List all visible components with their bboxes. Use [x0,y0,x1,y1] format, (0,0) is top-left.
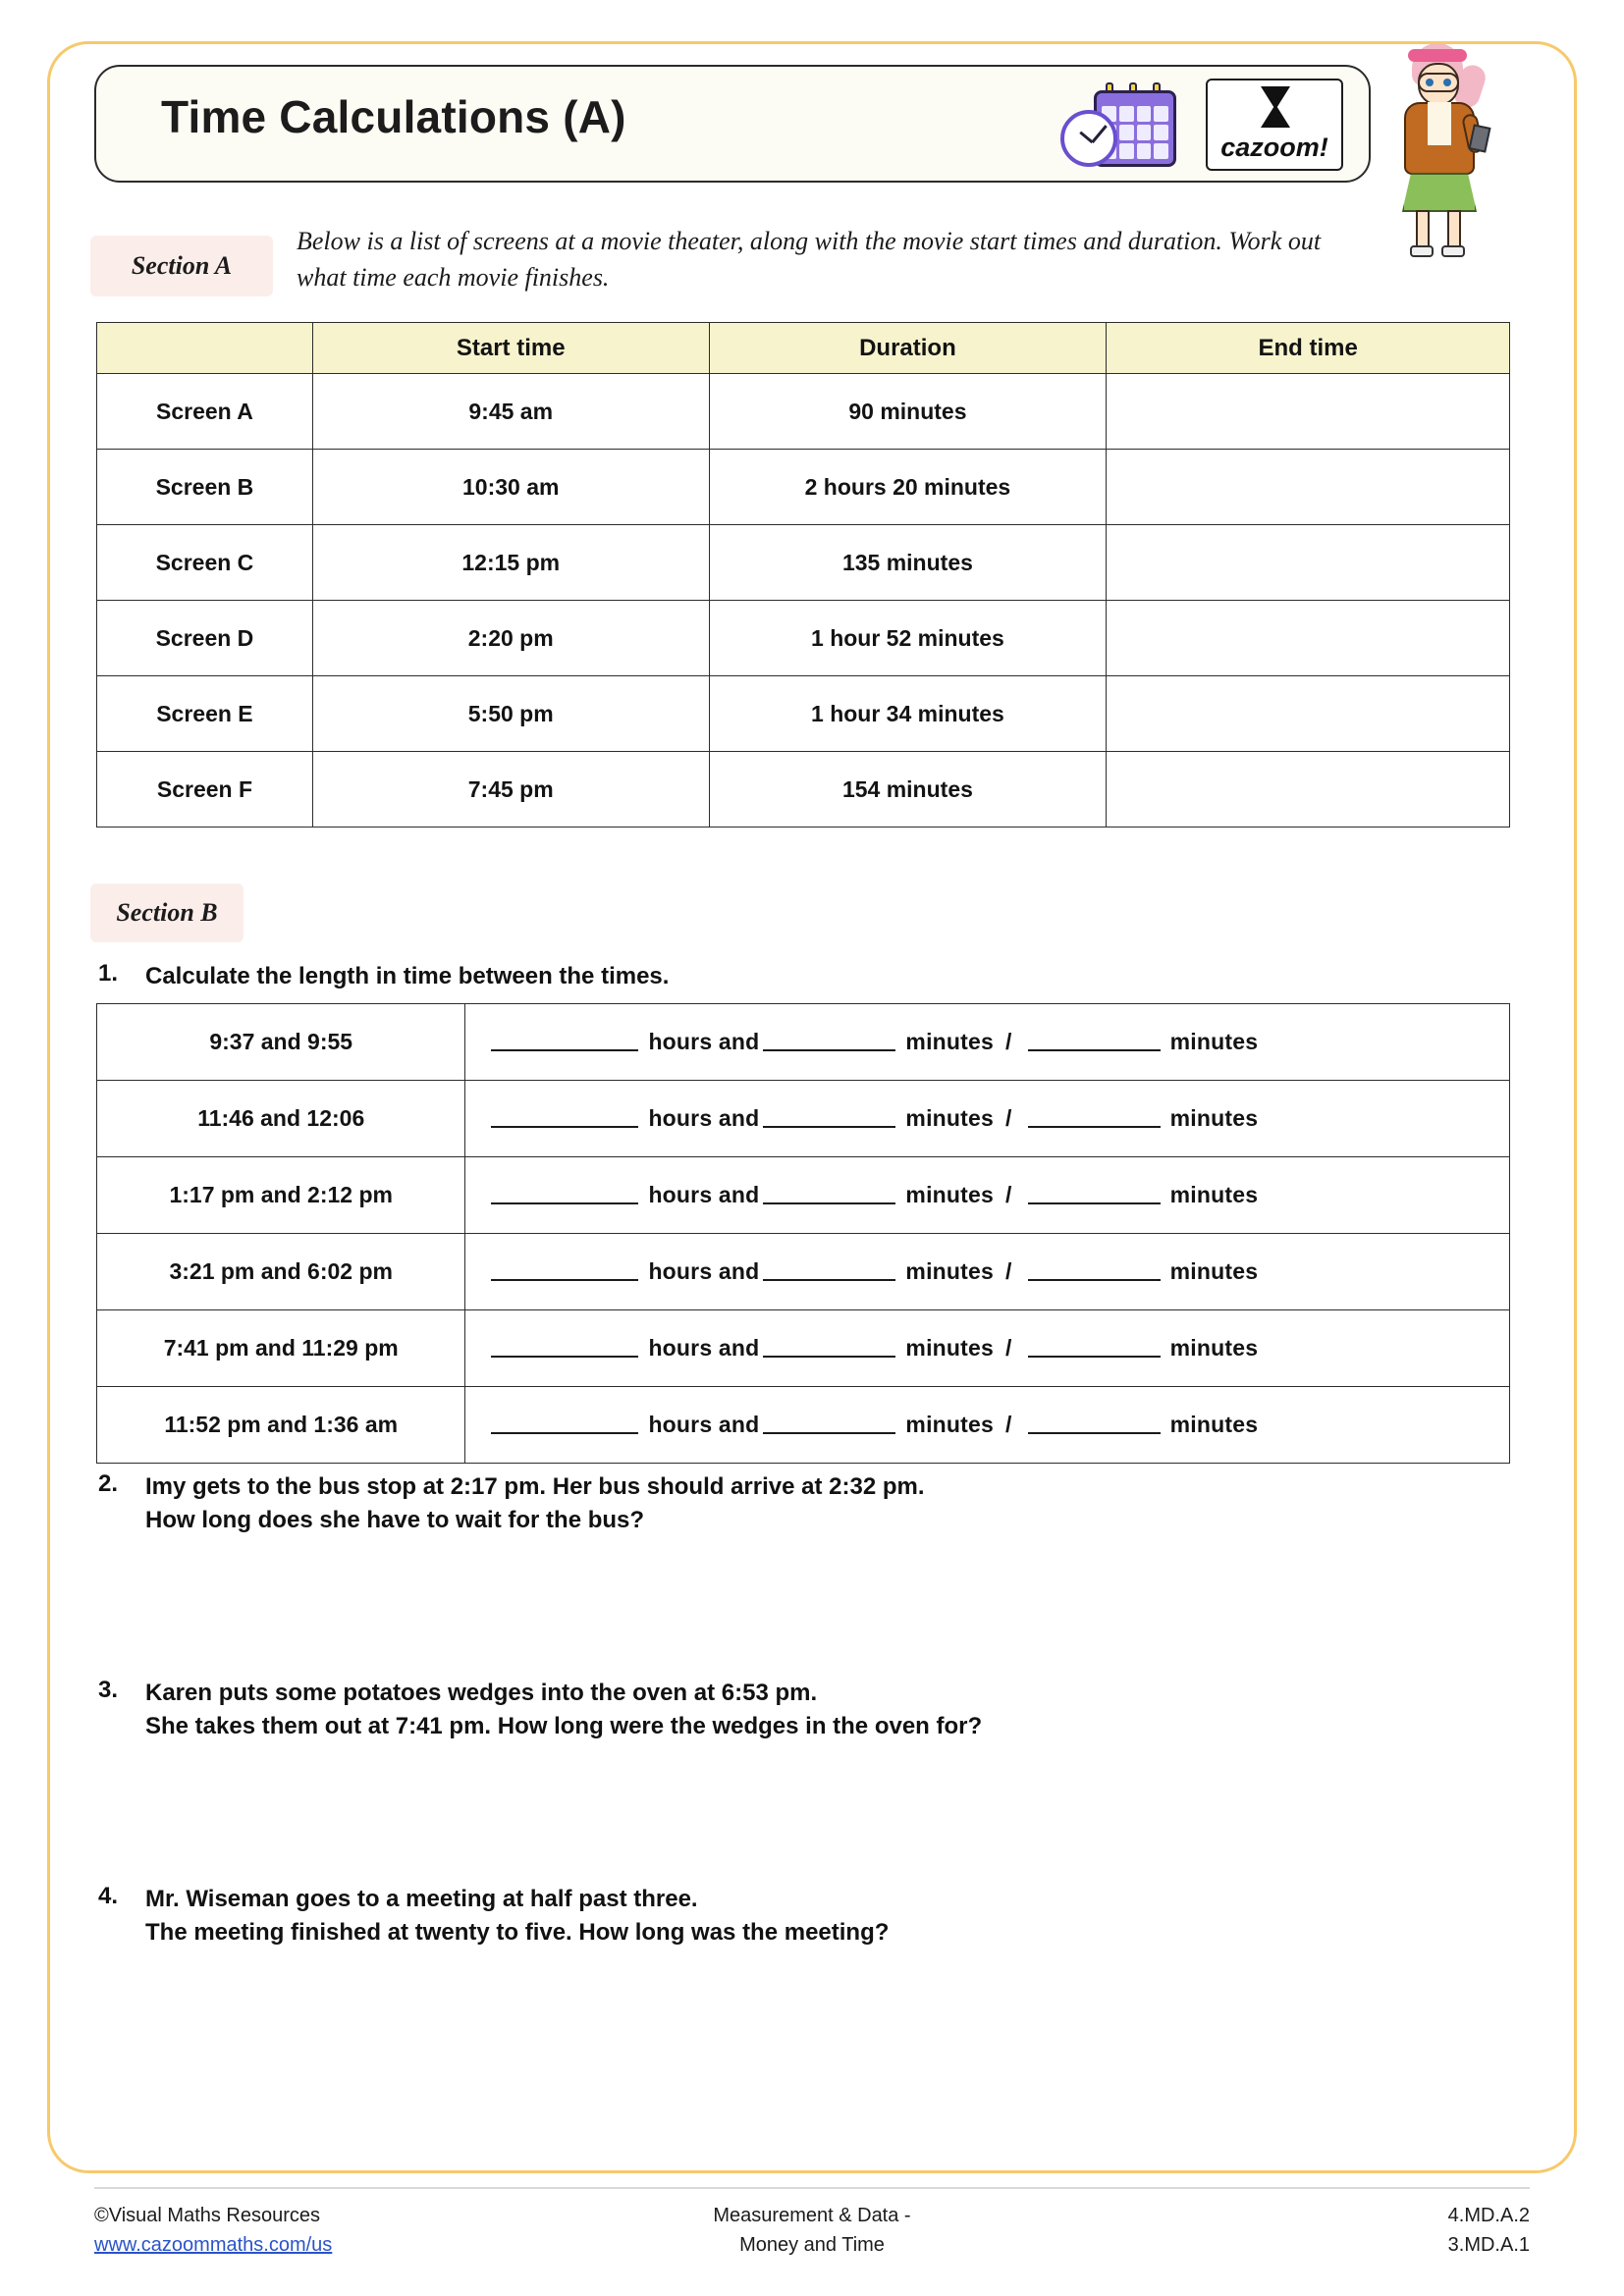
brand-name: cazoom! [1220,133,1328,162]
time-pair: 7:41 pm and 11:29 pm [97,1310,465,1387]
movie-times-table [96,322,1510,828]
hours-label: hours and [648,1029,760,1054]
minutes-alt-blank[interactable] [1028,1432,1161,1434]
time-pair: 3:21 pm and 6:02 pm [97,1234,465,1310]
screen-label: Screen C [97,525,313,601]
question-2-line-1: Imy gets to the bus stop at 2:17 pm. Her bus should arrive at 2:32 pm. [145,1473,925,1500]
duration-value: 135 minutes [709,525,1107,601]
column-header-duration: Duration [709,323,1107,374]
table-row [97,450,1510,525]
question-2-number: 2. [98,1470,119,1497]
separator-slash: / [1005,1258,1012,1284]
table-row [97,525,1510,601]
footer-center [0,2201,1624,2260]
minutes-label: minutes [905,1412,995,1437]
hours-blank[interactable] [491,1049,638,1051]
question-4-number: 4. [98,1883,119,1909]
minutes-blank[interactable] [763,1356,895,1358]
separator-slash: / [1005,1412,1012,1437]
table-row [97,752,1510,828]
website-link[interactable]: www.cazoommaths.com/us [94,2234,333,2256]
section-a-label: Section A [90,236,273,296]
question-4-line-1: Mr. Wiseman goes to a meeting at half past three. [145,1886,698,1912]
question-1-text: Calculate the length in time between the times. [145,963,670,989]
minutes-blank[interactable] [763,1049,895,1051]
standard-code-1: 4.MD.A.2 [1447,2205,1530,2226]
table-row [97,676,1510,752]
minutes-label: minutes [905,1182,995,1207]
start-time-value: 2:20 pm [312,601,709,676]
copyright-text: ©Visual Maths Resources [94,2205,321,2226]
table-row [97,1310,1510,1387]
minutes-alt-blank[interactable] [1028,1356,1161,1358]
separator-slash: / [1005,1182,1012,1207]
minutes-alt-label: minutes [1169,1335,1259,1361]
screen-label: Screen E [97,676,313,752]
end-time-answer-cell[interactable] [1107,374,1510,450]
question-2-text [145,1470,1324,1537]
end-time-answer-cell[interactable] [1107,601,1510,676]
start-time-value: 7:45 pm [312,752,709,828]
minutes-blank[interactable] [763,1202,895,1204]
cazoom-logo [1206,79,1343,171]
minutes-alt-blank[interactable] [1028,1202,1161,1204]
page-title: Time Calculations (A) [161,91,626,142]
separator-slash: / [1005,1105,1012,1131]
end-time-answer-cell[interactable] [1107,525,1510,601]
answer-blanks[interactable] [465,1310,1510,1387]
question-4-text [145,1883,1353,1949]
table-row [97,1004,1510,1081]
minutes-alt-label: minutes [1169,1258,1259,1284]
duration-value: 2 hours 20 minutes [709,450,1107,525]
question-3-line-1: Karen puts some potatoes wedges into the oven at 6:53 pm. [145,1680,818,1706]
end-time-answer-cell[interactable] [1107,676,1510,752]
separator-slash: / [1005,1335,1012,1361]
start-time-value: 9:45 am [312,374,709,450]
time-pair: 11:52 pm and 1:36 am [97,1387,465,1464]
minutes-alt-label: minutes [1169,1105,1259,1131]
time-pair: 9:37 and 9:55 [97,1004,465,1081]
question-3-text [145,1677,1353,1743]
start-time-value: 10:30 am [312,450,709,525]
column-header-screen [97,323,313,374]
minutes-label: minutes [905,1335,995,1361]
duration-value: 1 hour 34 minutes [709,676,1107,752]
minutes-blank[interactable] [763,1126,895,1128]
separator-slash: / [1005,1029,1012,1054]
clock-calendar-icon [1058,77,1186,175]
section-b-label: Section B [90,883,244,942]
hours-label: hours and [648,1412,760,1437]
table-row [97,1234,1510,1310]
footer-topic-line-2: Money and Time [739,2234,885,2256]
footer-right [1448,2201,1530,2260]
start-time-value: 5:50 pm [312,676,709,752]
minutes-label: minutes [905,1105,995,1131]
minutes-alt-label: minutes [1169,1182,1259,1207]
table-row [97,1081,1510,1157]
hours-blank[interactable] [491,1356,638,1358]
hours-blank[interactable] [491,1432,638,1434]
minutes-alt-blank[interactable] [1028,1279,1161,1281]
minutes-alt-blank[interactable] [1028,1049,1161,1051]
end-time-answer-cell[interactable] [1107,450,1510,525]
screen-label: Screen F [97,752,313,828]
standard-code-2: 3.MD.A.1 [1447,2234,1530,2256]
answer-blanks[interactable] [465,1234,1510,1310]
answer-blanks[interactable] [465,1081,1510,1157]
answer-blanks[interactable] [465,1004,1510,1081]
hours-label: hours and [648,1105,760,1131]
minutes-blank[interactable] [763,1432,895,1434]
time-pair: 11:46 and 12:06 [97,1081,465,1157]
hours-blank[interactable] [491,1202,638,1204]
answer-blanks[interactable] [465,1157,1510,1234]
screen-label: Screen A [97,374,313,450]
table-header-row [97,323,1510,374]
hours-blank[interactable] [491,1279,638,1281]
table-row [97,601,1510,676]
question-3-line-2: She takes them out at 7:41 pm. How long were the wedges in the oven for? [145,1713,983,1740]
minutes-alt-label: minutes [1169,1029,1259,1054]
minutes-label: minutes [905,1258,995,1284]
question-1-number: 1. [98,960,119,987]
start-time-value: 12:15 pm [312,525,709,601]
table-row [97,374,1510,450]
section-a-instruction: Below is a list of screens at a movie theater, along with the movie start times and duration. Work out what time each movie finishes. [297,227,1322,292]
hours-blank[interactable] [491,1126,638,1128]
footer-topic-line-1: Measurement & Data - [713,2205,911,2226]
duration-value: 90 minutes [709,374,1107,450]
column-header-end-time: End time [1107,323,1510,374]
hours-label: hours and [648,1258,760,1284]
column-header-start-time: Start time [312,323,709,374]
question-3-number: 3. [98,1677,119,1703]
duration-value: 154 minutes [709,752,1107,828]
end-time-answer-cell[interactable] [1107,752,1510,828]
question-2-line-2: How long does she have to wait for the bus? [145,1507,645,1534]
minutes-alt-blank[interactable] [1028,1126,1161,1128]
student-mascot-illustration [1382,37,1500,263]
answer-blanks[interactable] [465,1387,1510,1464]
hourglass-icon [1261,86,1290,128]
footer-divider [94,2187,1530,2189]
minutes-label: minutes [905,1029,995,1054]
time-pair: 1:17 pm and 2:12 pm [97,1157,465,1234]
hours-label: hours and [648,1182,760,1207]
duration-value: 1 hour 52 minutes [709,601,1107,676]
time-difference-table [96,1003,1510,1464]
table-row [97,1157,1510,1234]
minutes-blank[interactable] [763,1279,895,1281]
hours-label: hours and [648,1335,760,1361]
screen-label: Screen B [97,450,313,525]
screen-label: Screen D [97,601,313,676]
question-4-line-2: The meeting finished at twenty to five. How long was the meeting? [145,1919,890,1947]
table-row [97,1387,1510,1464]
minutes-alt-label: minutes [1169,1412,1259,1437]
